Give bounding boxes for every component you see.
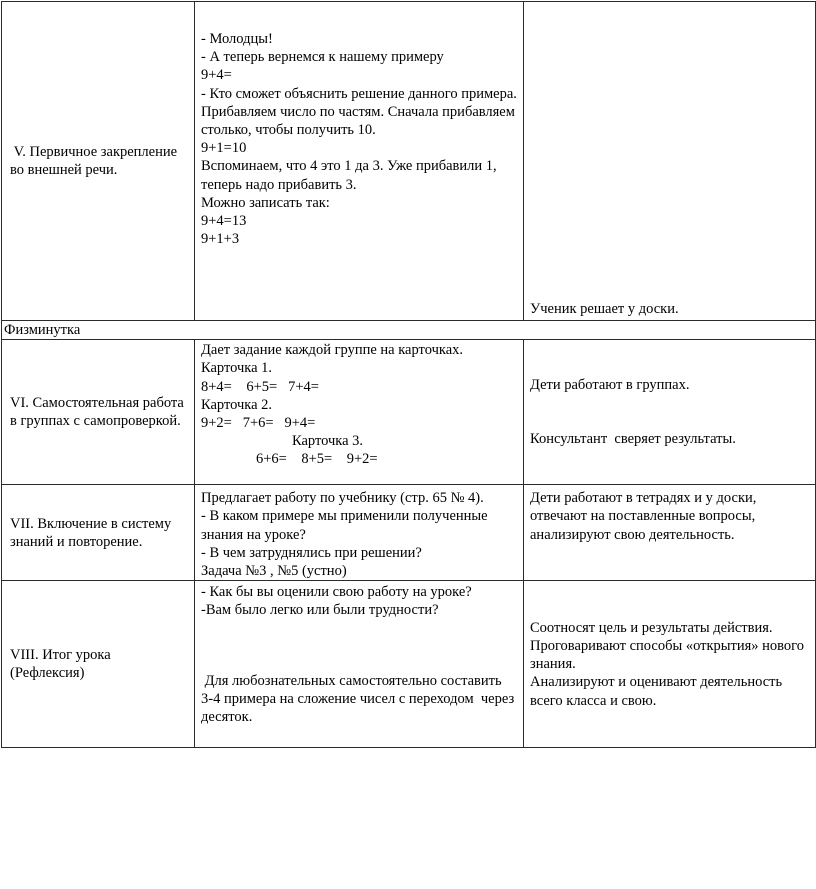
teacher-line: Предлагает работу по учебнику (стр. 65 № 4). [201, 490, 484, 507]
table-row-stage-6 [2, 340, 816, 485]
student-activity-cell [524, 485, 816, 581]
student-activity-cell [524, 2, 816, 321]
teacher-line: 8+4= 6+5= 7+4= [201, 378, 319, 395]
student-line: Проговаривают способы «открытия» нового знания. [530, 637, 808, 673]
stage-cell [2, 581, 195, 748]
teacher-line: Карточка 2. [201, 396, 273, 413]
student-line: Дети работают в тетрадях и у доски, отвечают на поставленные вопросы, анализируют свою деятельность. [530, 490, 761, 543]
stage-cell [2, 340, 195, 485]
teacher-line: -Вам было легко или были трудности? [201, 602, 439, 619]
teacher-line: Прибавляем число по частям. Сначала прибавляем столько, чтобы получить 10. [201, 103, 519, 139]
student-line: Анализируют и оценивают деятельность всего класса и свою. [530, 674, 786, 709]
teacher-activity-cell [195, 2, 524, 321]
stage-cell [2, 2, 195, 321]
teacher-line: Дает задание каждой группе на карточках. [201, 342, 463, 359]
teacher-line: 9+4= [201, 67, 232, 84]
stage-label: VI. Самостоятельная работа в группах с самопроверкой. [10, 395, 188, 430]
teacher-line: Вспоминаем, что 4 это 1 да 3. Уже прибавили 1, теперь надо прибавить 3. [201, 158, 501, 193]
teacher-line: - Кто сможет объяснить решение данного примера. [201, 85, 517, 102]
card-3-title: Карточка 3. [292, 433, 364, 450]
student-activity-cell [524, 581, 816, 748]
teacher-activity-cell [195, 485, 524, 581]
teacher-line: Задача №3 , №5 (устно) [201, 563, 347, 580]
student-line: Консультант сверяет результаты. [530, 431, 736, 448]
lesson-plan-table [1, 1, 816, 748]
teacher-activity-cell [195, 340, 524, 485]
teacher-line: 9+1=10 [201, 140, 247, 157]
table-row-stage-8 [2, 581, 816, 748]
teacher-line: Карточка 1. [201, 360, 273, 377]
teacher-line: - Молодцы! [201, 31, 273, 47]
stage-label: V. Первичное закрепление во внешней речи. [10, 143, 181, 178]
stage-label: VIII. Итог урока (Рефлексия) [10, 647, 115, 682]
teacher-line: Можно записать так: [201, 194, 330, 211]
student-activity-cell [524, 340, 816, 485]
teacher-line: 9+4=13 [201, 213, 247, 230]
teacher-line: 9+2= 7+6= 9+4= [201, 415, 316, 432]
table-row-stage-7 [2, 485, 816, 581]
table-row-break [2, 321, 816, 340]
student-line: Ученик решает у доски. [530, 300, 679, 317]
teacher-line: - В каком примере мы применили полученные знания на уроке? [201, 508, 492, 543]
card-3-values: 6+6= 8+5= 9+2= [256, 451, 378, 468]
student-line: Соотносят цель и результаты действия. [530, 619, 773, 636]
student-line: Дети работают в группах. [530, 377, 690, 393]
teacher-activity-cell [195, 581, 524, 748]
break-label: Физминутка [4, 322, 81, 338]
teacher-line: - В чем затруднялись при решении? [201, 544, 422, 561]
table-row-stage-5 [2, 2, 816, 321]
stage-label: VII. Включение в систему знаний и повторение. [10, 515, 175, 550]
stage-cell [2, 485, 195, 581]
break-cell [2, 321, 816, 340]
teacher-line: - А теперь вернемся к нашему примеру [201, 49, 444, 66]
teacher-line: 9+1+3 [201, 231, 240, 248]
teacher-extra: Для любознательных самостоятельно составить 3-4 примера на сложение чисел с переходом через десяток. [201, 672, 518, 726]
teacher-line: - Как бы вы оценили свою работу на уроке? [201, 584, 472, 601]
